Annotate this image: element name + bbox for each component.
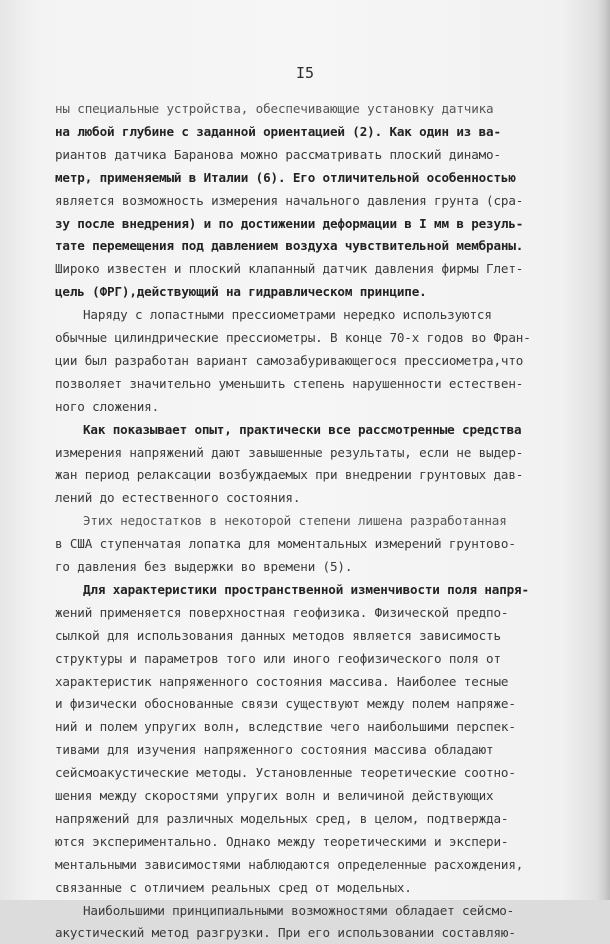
text-line: тивами для изучения напряженного состояния массива обладают	[55, 742, 494, 758]
text-line: жений применяется поверхностная геофизика. Физической предпо-	[55, 604, 509, 620]
text-line: тате перемещения под давлением воздуха чувствительной мембраны.	[55, 238, 524, 254]
text-line: в США ступенчатая лопатка для моментальных измерений грунтово-	[55, 536, 516, 552]
text-line: ментальными зависимостями наблюдаются определенные расхождения,	[55, 856, 524, 872]
text-line: Наряду с лопастными прессиометрами нередко используются	[83, 307, 492, 323]
text-line: шения между скоростями упругих волн и величиной действующих	[55, 788, 494, 803]
text-line: Широко известен и плоский клапанный датчик давления фирмы Глет-	[55, 261, 524, 277]
text-line: ны специальные устройства, обеспечивающие установку датчика	[55, 101, 494, 116]
text-line: го давления без выдержки во времени (5).	[55, 559, 353, 574]
text-line: структуры и параметров того или иного геофизического поля от	[55, 650, 501, 666]
text-line: сейсмоакустические методы. Установленные теоретические соотно-	[55, 765, 516, 781]
text-line: на любой глубине с заданной ориентацией (2). Как один из ва-	[55, 123, 501, 139]
text-line: сылкой для использования данных методов является зависимость	[55, 627, 501, 643]
text-line: ции был разработан вариант самозабуривающегося прессиометра,что	[55, 352, 524, 368]
text-line: характеристик напряженного состояния массива. Наиболее тесные	[55, 673, 509, 689]
text-line: является возможность измерения начального давления грунта (сра-	[55, 192, 524, 208]
text-line: напряжений для различных модельных сред, в целом, подтвержда-	[55, 810, 509, 826]
text-line: Как показывает опыт, практически все рассмотренные средства	[83, 421, 522, 437]
text-line: Для характеристики пространственной изменчивости поля напря-	[83, 581, 529, 597]
text-line: ются экспериментально. Однако между теоретическими и экспери-	[55, 833, 509, 849]
text-line: жан период релаксации возбуждаемых при внедрении грунтовых дав-	[55, 467, 524, 483]
text-line: измерения напряжений дают завышенные результаты, если не выдер-	[55, 444, 524, 460]
text-line: позволяет значительно уменьшить степень нарушенности естествен-	[55, 375, 524, 391]
text-line: ний и полем упругих волн, вследствие чего наибольшими перспек-	[55, 719, 516, 735]
text-line: Этих недостатков в некоторой степени лишена разработанная	[83, 513, 507, 529]
text-line: акустический метод разгрузки. При его использовании составляю-	[55, 925, 516, 941]
page-number: I5	[295, 64, 315, 82]
text-line: лений до естественного состояния.	[55, 490, 301, 506]
text-line: метр, применяемый в Италии (6). Его отличительной особенностью	[55, 169, 516, 185]
text-line: обычные цилиндрические прессиометры. В конце 70-х годов во Фран-	[55, 330, 531, 345]
text-line: Наибольшими принципиальными возможностями обладает сейсмо-	[83, 902, 515, 918]
text-line: и физически обоснованные связи существуют между полем напряже-	[55, 696, 516, 712]
page-edge-shadow	[596, 0, 610, 900]
text-line: цель (ФРГ),действующий на гидравлическом принципе.	[55, 284, 427, 300]
text-line: зу после внедрения) и по достижении деформации в I мм в резуль-	[55, 215, 524, 231]
text-line: связанные с отличием реальных сред от модельных.	[55, 879, 412, 895]
text-line: риантов датчика Баранова можно рассматривать плоский динамо-	[55, 146, 501, 162]
text-line: ного сложения.	[55, 398, 160, 414]
